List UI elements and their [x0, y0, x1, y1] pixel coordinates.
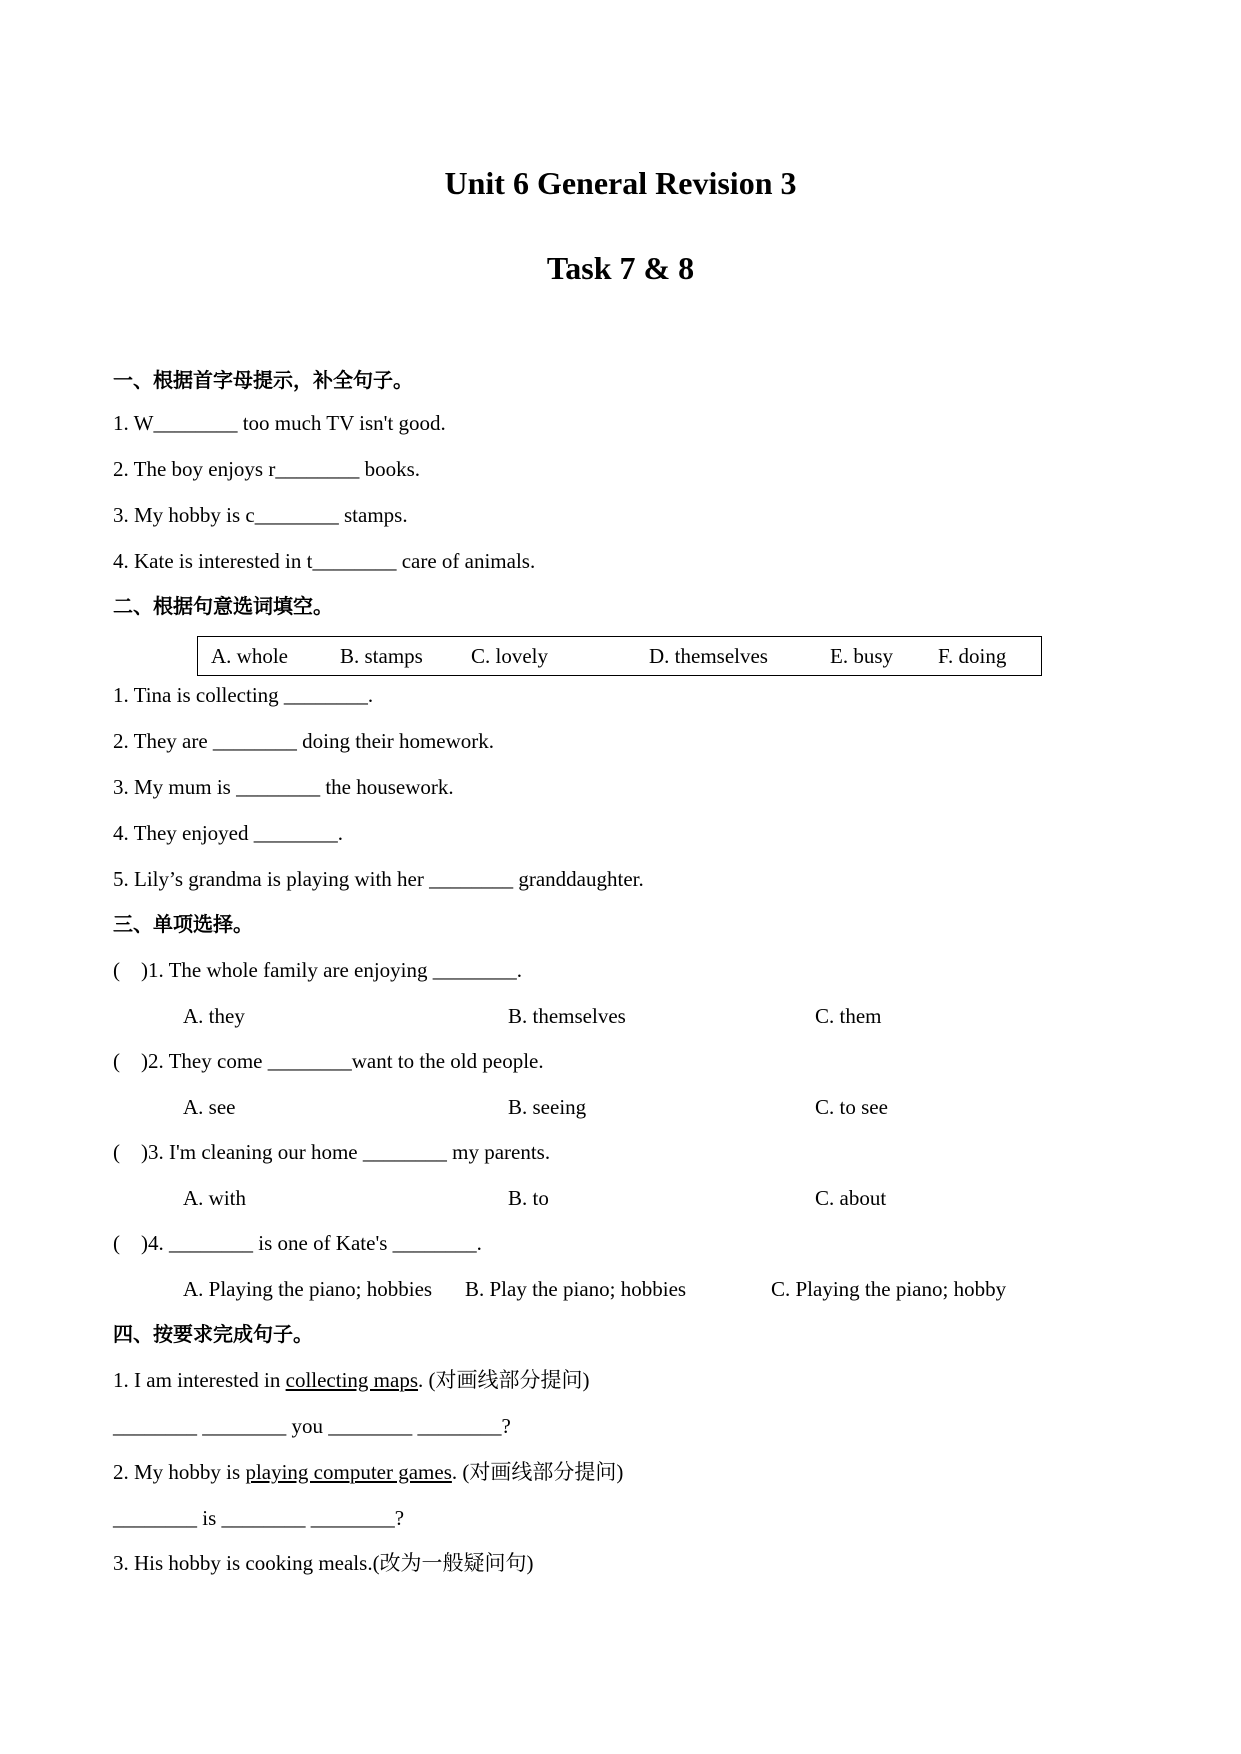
answer-option: A. with	[183, 1186, 246, 1210]
answer-option: B. to	[508, 1186, 549, 1210]
instruction-text: . (对画线部分提问)	[418, 1368, 590, 1392]
answer-option: A. see	[183, 1095, 236, 1119]
section-1-item: 4. Kate is interested in t________ care of animals.	[113, 549, 536, 573]
answer-option: B. Play the piano; hobbies	[465, 1277, 687, 1301]
question-stem: ( )2. They come ________want to the old people.	[113, 1049, 544, 1073]
section-1-item: 2. The boy enjoys r________ books.	[113, 457, 421, 481]
question-stem: ( )1. The whole family are enjoying ________.	[113, 958, 523, 982]
section-2-item: 2. They are ________ doing their homework.	[113, 729, 495, 753]
answer-option: A. they	[183, 1004, 245, 1028]
answer-option: C. to see	[815, 1095, 888, 1119]
word-option: E. busy	[830, 644, 893, 668]
answer-option: C. about	[815, 1186, 887, 1210]
word-option: C. lovely	[471, 644, 548, 668]
rewrite-question-3: 3. His hobby is cooking meals.(改为一般疑问句)	[113, 1551, 534, 1575]
rewrite-question-1	[113, 1370, 590, 1391]
answer-option: A. Playing the piano; hobbies	[183, 1277, 433, 1301]
prompt-text: 2. My hobby is	[113, 1460, 246, 1484]
section-1-item: 3. My hobby is c________ stamps.	[113, 503, 408, 527]
section-2-item: 4. They enjoyed ________.	[113, 821, 343, 845]
question-stem: ( )3. I'm cleaning our home ________ my parents.	[113, 1140, 551, 1164]
word-bank-box	[197, 636, 1042, 676]
page-title: Unit 6 General Revision 3	[444, 165, 797, 201]
section-2-item: 1. Tina is collecting ________.	[113, 683, 374, 707]
answer-option: B. seeing	[508, 1095, 587, 1119]
section-3-heading: 三、单项选择。	[113, 912, 253, 936]
rewrite-question-2	[113, 1462, 623, 1483]
answer-blank-line: ________ is ________ ________?	[113, 1506, 405, 1530]
section-1-heading: 一、根据首字母提示，补全句子。	[113, 368, 413, 392]
word-option: F. doing	[938, 644, 1007, 668]
word-option: A. whole	[211, 644, 288, 668]
prompt-text: 1. I am interested in	[113, 1368, 286, 1392]
word-option: B. stamps	[340, 644, 423, 668]
underlined-phrase: playing computer games	[245, 1460, 452, 1484]
section-4-heading: 四、按要求完成句子。	[113, 1322, 313, 1346]
section-2-item: 3. My mum is ________ the housework.	[113, 775, 454, 799]
section-2-heading: 二、根据句意选词填空。	[113, 594, 333, 618]
word-option: D. themselves	[649, 644, 768, 668]
answer-option: C. Playing the piano; hobby	[771, 1277, 1007, 1301]
underlined-phrase: collecting maps	[285, 1368, 419, 1392]
section-2-item: 5. Lily’s grandma is playing with her ________ granddaughter.	[113, 867, 644, 891]
answer-option: B. themselves	[508, 1004, 626, 1028]
instruction-text: . (对画线部分提问)	[451, 1460, 624, 1484]
section-1-item: 1. W________ too much TV isn't good.	[113, 411, 446, 435]
question-stem: ( )4. ________ is one of Kate's ________.	[113, 1231, 482, 1255]
answer-option: C. them	[815, 1004, 882, 1028]
answer-blank-line: ________ ________ you ________ ________?	[113, 1414, 511, 1438]
page-subtitle: Task 7 & 8	[546, 250, 695, 286]
